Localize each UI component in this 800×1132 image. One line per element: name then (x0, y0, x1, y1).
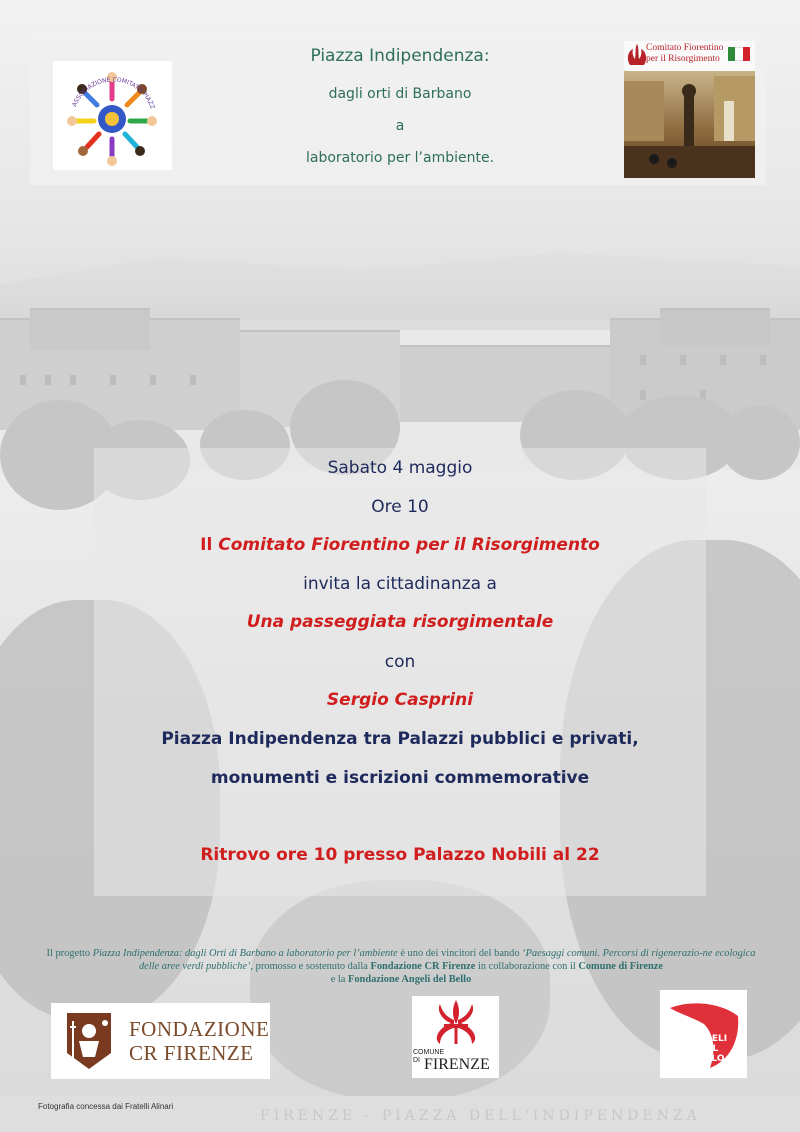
fcr-emblem-icon (57, 1009, 121, 1073)
fcr-line1: FONDAZIONE (129, 1017, 270, 1041)
logo-right-line2: per il Risorgimento (646, 54, 720, 64)
organizer-name: Comitato Fiorentino per il Risorgimento (218, 535, 600, 555)
angeli-line1: ANGELI (690, 1034, 728, 1044)
angeli-line3: BELLO (692, 1054, 725, 1064)
comune-big: FIRENZE (424, 1056, 490, 1073)
angeli-del-bello-logo (660, 990, 747, 1078)
photo-credit: Fotografia concessa dai Fratelli Alinari (38, 1102, 174, 1111)
event-topic-line1: Piazza Indipendenza tra Palazzi pubblici e privati, (161, 729, 639, 749)
header-line4: laboratorio per l’ambiente. (305, 150, 495, 166)
funding-note: Il progetto Piazza Indipendenza: dagli Orti di Barbano a laboratorio per l’ambiente è uno dei vincitori del bando ‘Paesaggi comuni. Percorsi di rigenerazio-ne ecologica delle aree verdi pubbliche’, promosso e sostenuto dalla Fondazione CR Firenze in collaborazione con il Comune di Firenze e la Fondazione Angeli del Bello (46, 948, 756, 985)
logo-left-text: ASSOCIAZIONE COMITATO PIAZZ (71, 76, 156, 111)
photo-caption: FIRENZE - PIAZZA DELL'INDIPENDENZA (260, 1108, 701, 1124)
header-line3: a (395, 118, 405, 134)
fondazione-cr-firenze-logo (51, 1003, 270, 1079)
comitato-fiorentino-logo (624, 41, 755, 178)
italian-flag-icon (728, 47, 750, 61)
comune-small: COMUNE (413, 1049, 445, 1056)
angeli-line2: DEL (698, 1044, 719, 1054)
event-organizer (0, 535, 800, 555)
comune-di-firenze-logo (412, 996, 499, 1078)
event-with: con (384, 652, 416, 672)
logo-right-photo (624, 71, 755, 178)
event-meeting-point: Ritrovo ore 10 presso Palazzo Nobili al 22 (200, 845, 600, 865)
event-topic-line2: monumenti e iscrizioni commemorative (210, 768, 590, 788)
event-time: Ore 10 (371, 497, 429, 517)
logo-right-line1: Comitato Fiorentino (646, 43, 724, 53)
organizer-prefix: Il (200, 535, 219, 555)
comune-di: DI (413, 1057, 420, 1064)
event-speaker: Sergio Casprini (326, 690, 474, 710)
event-date: Sabato 4 maggio (327, 458, 473, 478)
header-title: Piazza Indipendenza: (310, 46, 490, 66)
event-walk-title: Una passeggiata risorgimentale (246, 612, 554, 632)
header-line2: dagli orti di Barbano (328, 86, 472, 102)
giglio-icon (426, 998, 486, 1048)
fcr-line2: CR FIRENZE (129, 1041, 254, 1065)
event-invite: invita la cittadinanza a (303, 574, 497, 594)
